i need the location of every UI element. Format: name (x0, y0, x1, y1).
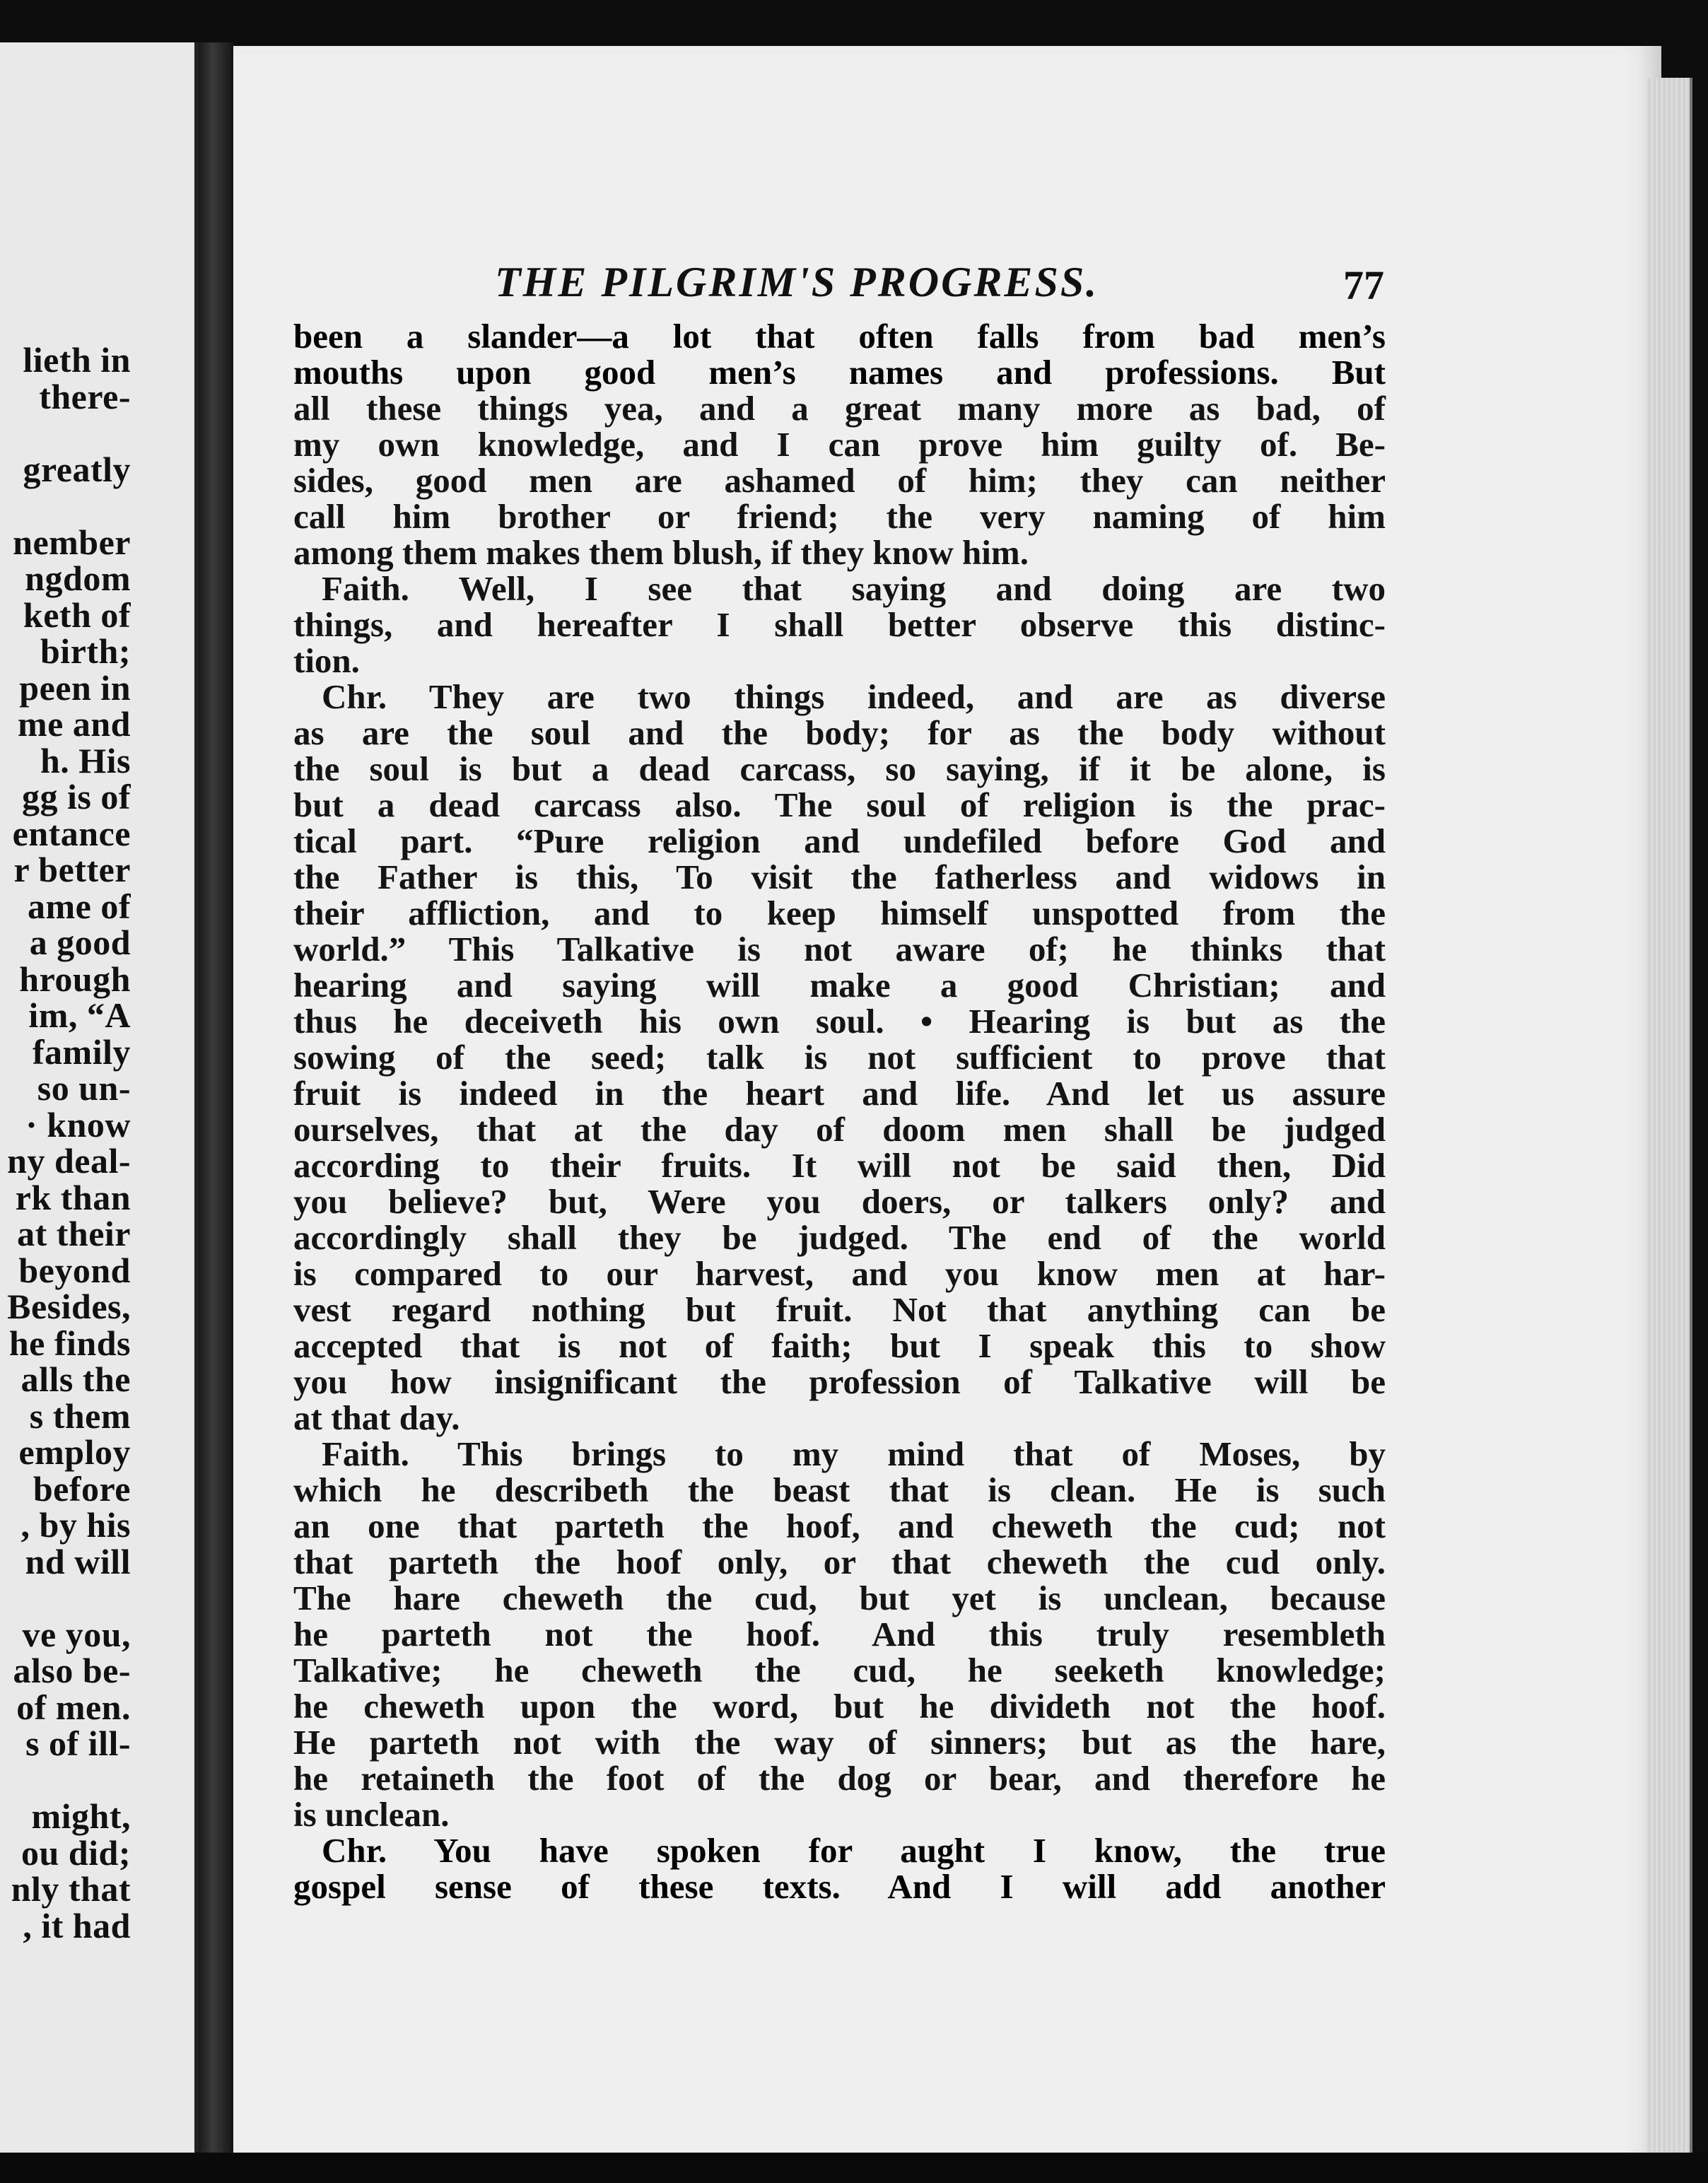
text-line: accepted that is not of faith; but I speak this to show (293, 1326, 1386, 1365)
left-page-line: greatly (23, 449, 131, 489)
text-line: he retaineth the foot of the dog or bear, and therefore he (293, 1759, 1386, 1798)
text-line: tion. (293, 641, 360, 680)
left-page-line: rk than (15, 1177, 131, 1217)
left-page-line: a good (29, 923, 131, 962)
text-line: you how insignificant the profession of Talkative will be (293, 1362, 1386, 1401)
text-line: the soul is but a dead carcass, so saying, if it be alone, is (293, 749, 1386, 788)
text-line: ourselves, that at the day of doom men shall be judged (293, 1110, 1386, 1149)
text-line: Faith. Well, I see that saying and doing are two (322, 569, 1386, 608)
text-line: thus he deceiveth his own soul. • Hearing is but as the (293, 1002, 1386, 1041)
text-line: is compared to our harvest, and you know men at har- (293, 1254, 1386, 1293)
text-line: tical part. “Pure religion and undefiled before God and (293, 821, 1386, 860)
left-page-line: keth of (23, 595, 131, 635)
text-line: their affliction, and to keep himself unspotted from the (293, 894, 1386, 932)
left-page-line: s of ill- (25, 1723, 131, 1763)
text-line: among them makes them blush, if they know him. (293, 533, 1029, 572)
text-line: vest regard nothing but fruit. Not that anything can be (293, 1290, 1386, 1329)
left-page-line: alls the (21, 1359, 131, 1399)
text-line: he parteth not the hoof. And this truly resembleth (293, 1615, 1386, 1654)
text-line: Talkative; he cheweth the cud, he seeketh knowledge; (293, 1651, 1386, 1690)
left-page-line: · know (25, 1104, 131, 1145)
text-line: he cheweth upon the word, but he divideth not the hoof. (293, 1687, 1386, 1726)
running-head: THE PILGRIM'S PROGRESS. (495, 259, 1099, 305)
text-line: but a dead carcass also. The soul of religion is the prac- (293, 785, 1386, 824)
text-line: been a slander—a lot that often falls from bad men’s (293, 317, 1386, 356)
text-line: as are the soul and the body; for as the body without (293, 713, 1386, 752)
text-line: He parteth not with the way of sinners; but as the hare, (293, 1723, 1386, 1762)
left-page-line: so un- (37, 1068, 131, 1108)
text-line: mouths upon good men’s names and professions. But (293, 353, 1386, 392)
left-page-line: gg is of (22, 777, 131, 817)
left-page-line: nly that (11, 1869, 131, 1909)
left-page-line: ou did; (21, 1832, 131, 1873)
text-line: an one that parteth the hoof, and cheweth the cud; not (293, 1506, 1386, 1545)
text-line: the Father is this, To visit the fatherless and widows in (293, 858, 1386, 896)
left-page-line: he finds (8, 1323, 131, 1363)
previous-page-fragment (0, 42, 199, 2153)
left-page-line: hrough (19, 959, 131, 999)
left-page-line: Besides, (7, 1287, 131, 1326)
left-page-line: might, (31, 1796, 131, 1836)
text-line: Chr. They are two things indeed, and are as diverse (322, 677, 1386, 716)
left-page-line: family (32, 1031, 131, 1072)
left-page-line: employ (18, 1432, 131, 1472)
text-line: hearing and saying will make a good Christian; and (293, 966, 1386, 1005)
text-line: at that day. (293, 1398, 460, 1437)
text-line: The hare cheweth the cud, but yet is unclean, because (293, 1579, 1386, 1617)
text-line: things, and hereafter I shall better observe this distinc- (293, 605, 1386, 644)
text-line: accordingly shall they be judged. The end of the world (293, 1218, 1386, 1257)
text-line: sowing of the seed; talk is not sufficient to prove that (293, 1038, 1386, 1077)
left-page-line: also be- (13, 1651, 131, 1690)
text-line: Faith. This brings to my mind that of Moses, by (322, 1434, 1386, 1473)
text-line: gospel sense of these texts. And I will add another (293, 1867, 1386, 1906)
text-line: call him brother or friend; the very naming of him (293, 497, 1386, 536)
left-page-line: of men. (16, 1687, 131, 1727)
page-text-body (293, 318, 1386, 1904)
book-gutter (199, 42, 234, 2153)
left-page-line: before (33, 1468, 131, 1509)
left-page-line: ve you, (22, 1614, 131, 1654)
left-page-line: nd will (25, 1541, 131, 1581)
text-line: sides, good men are ashamed of him; they can neither (293, 461, 1386, 500)
text-line: all these things yea, and a great many more as bad, of (293, 389, 1386, 428)
left-page-line: nember (13, 522, 131, 562)
left-page-line: , it had (23, 1905, 131, 1945)
text-line: that parteth the hoof only, or that cheweth the cud only. (293, 1543, 1386, 1581)
left-page-line: entance (12, 813, 131, 853)
left-page-line: , by his (21, 1505, 131, 1545)
left-page-line: h. His (40, 740, 131, 780)
text-line: Chr. You have spoken for aught I know, the true (322, 1831, 1386, 1870)
page-number: 77 (1343, 262, 1384, 308)
text-line: fruit is indeed in the heart and life. And let us assure (293, 1074, 1386, 1113)
text-line: according to their fruits. It will not be said then, Did (293, 1146, 1386, 1185)
left-page-line: ny deal- (7, 1141, 131, 1181)
left-page-line: at their (17, 1214, 131, 1253)
left-page-line: ngdom (25, 558, 131, 598)
left-page-line: me and (18, 704, 131, 744)
left-page-line: birth; (40, 631, 131, 671)
left-page-line: lieth in (23, 340, 131, 380)
left-page-line: peen in (19, 667, 131, 708)
text-line: you believe? but, Were you doers, or talkers only? and (293, 1182, 1386, 1221)
text-line: is unclean. (293, 1795, 450, 1834)
left-page-line: r better (13, 850, 131, 889)
left-page-line: im, “A (28, 995, 131, 1035)
left-page-line: there- (39, 376, 131, 416)
text-line: world.” This Talkative is not aware of; he thinks that (293, 930, 1386, 968)
text-line: which he describeth the beast that is clean. He is such (293, 1470, 1386, 1509)
scan-bottom-edge (0, 2153, 1708, 2183)
left-page-line: beyond (18, 1250, 131, 1290)
left-page-line: ame of (28, 886, 131, 926)
page-edges (1647, 78, 1692, 2153)
text-line: my own knowledge, and I can prove him guilty of. Be- (293, 425, 1386, 464)
left-page-line: s them (29, 1395, 131, 1436)
